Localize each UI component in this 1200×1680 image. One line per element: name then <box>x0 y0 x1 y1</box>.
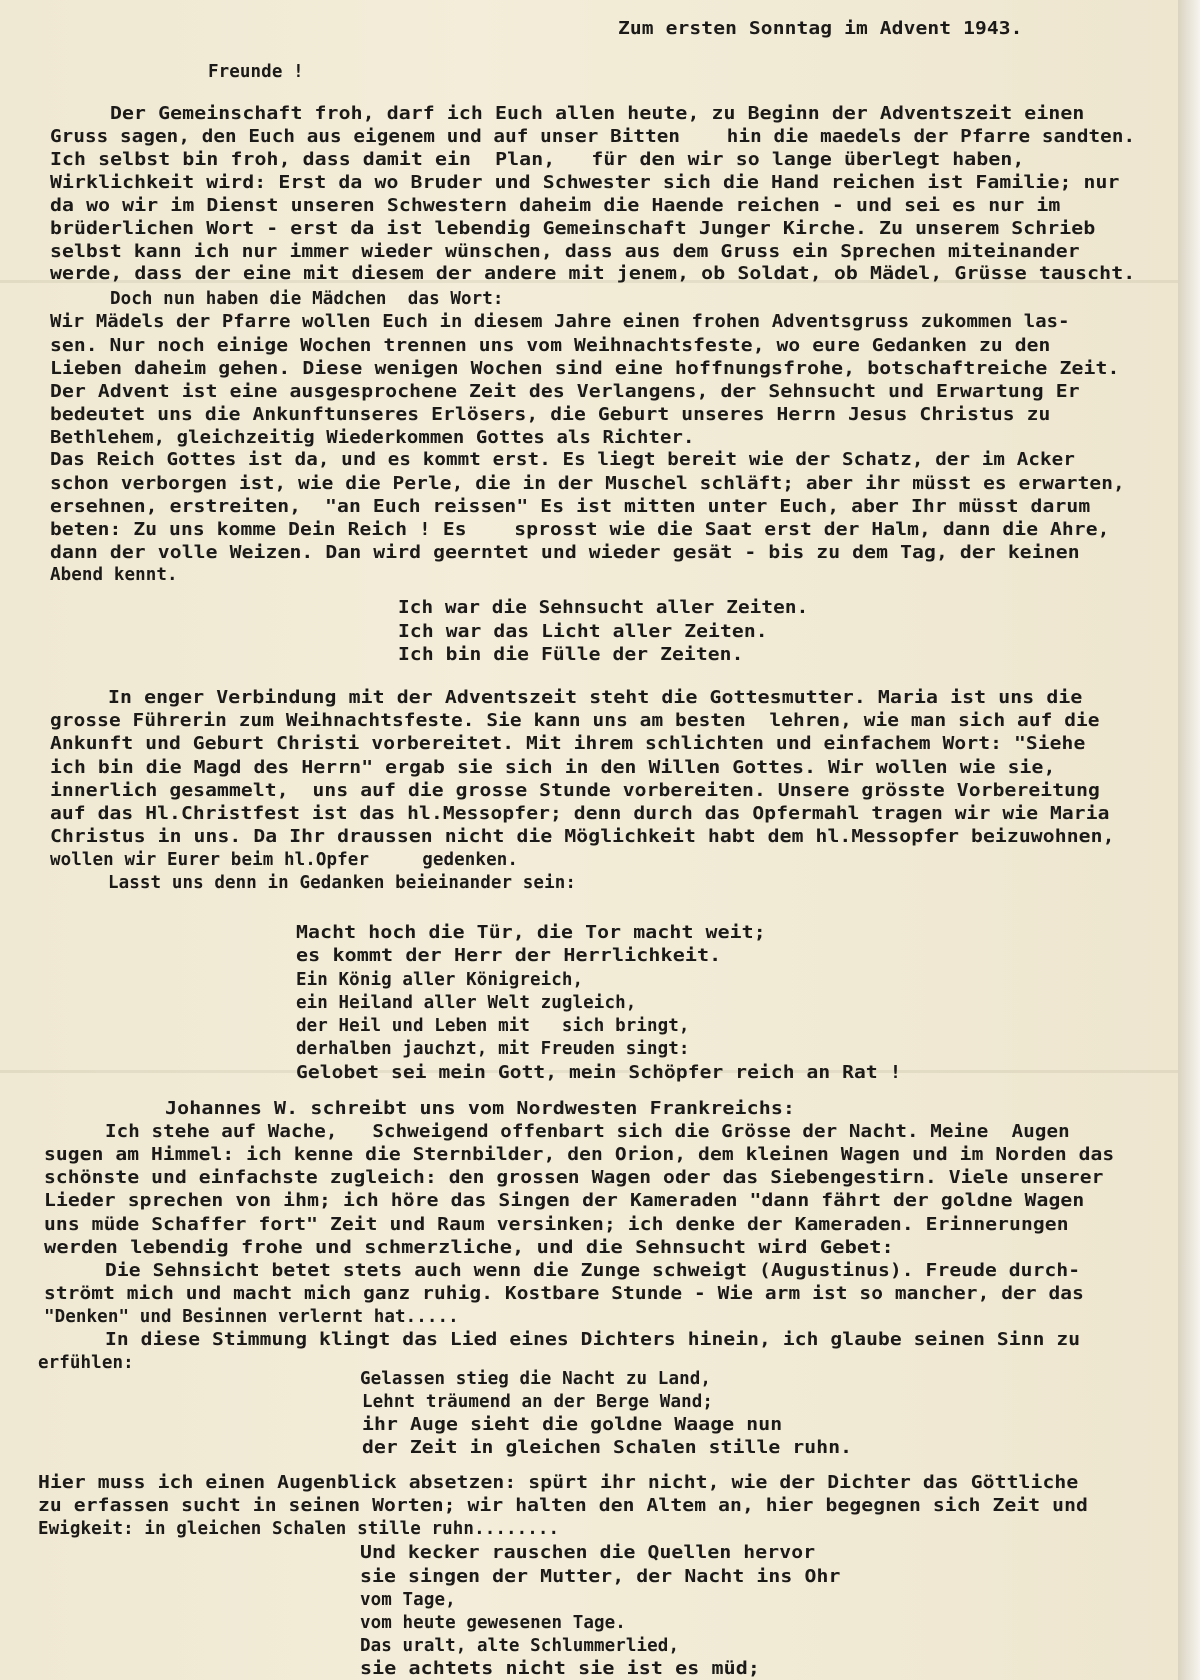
reflection-line: Ewigkeit: in gleichen Schalen stille ruhn........ <box>38 1519 560 1539</box>
paper-edge <box>1178 0 1200 1680</box>
letter-intro: Johannes W. schreibt uns vom Nordwesten Frankreichs: <box>165 1099 796 1119</box>
letter-line: strömt mich und macht mich ganz ruhig. Kostbare Stunde - Wie arm ist so mancher, der das <box>44 1284 1084 1304</box>
letter-line: "Denken" und Besinnen verlernt hat..... <box>44 1307 459 1327</box>
intro-line: brüderlichen Wort - erst da ist lebendig Gemeinschaft Junger Kirche. Zu unserem Schrieb <box>50 219 1096 239</box>
verse-line: Ich war die Sehnsucht aller Zeiten. <box>398 598 809 618</box>
intro-line: Ich selbst bin froh, dass damit ein Plan, für den wir so lange überlegt haben, <box>50 150 1025 170</box>
letter-line: Die Sehnsicht betet stets auch wenn die Zunge schweigt (Augustinus). Freude durch- <box>105 1261 1081 1281</box>
maria-line: Ankunft und Geburt Christi vorbereitet. Mit ihrem schlichten und einfachem Wort: "Siehe <box>50 734 1086 754</box>
poem-line: sie achtets nicht sie ist es müd; <box>360 1659 760 1679</box>
poem-line: der Zeit in gleichen Schalen stille ruhn. <box>362 1438 853 1458</box>
advent-line: bedeutet uns die Ankunftunseres Erlösers, die Geburt unseres Herrn Jesus Christus zu <box>50 405 1051 425</box>
intro-line: Wirklichkeit wird: Erst da wo Bruder und Schwester sich die Hand reichen ist Familie; nur <box>50 173 1120 193</box>
hymn-line: ein Heiland aller Welt zugleich, <box>296 993 637 1013</box>
advent-line: schon verborgen ist, wie die Perle, die in der Muschel schläft; aber ihr müsst es erwarten, <box>50 474 1125 494</box>
advent-line: sen. Nur noch einige Wochen trennen uns vom Weihnachtsfeste, wo eure Gedanken zu den <box>50 336 1051 356</box>
intro-line: Der Gemeinschaft froh, darf ich Euch allen heute, zu Beginn der Adventszeit einen <box>110 104 1085 124</box>
intro-line: da wo wir im Dienst unseren Schwestern daheim die Haende reichen - und sei es nur im <box>50 196 1061 216</box>
poem-line: vom Tage, <box>360 1590 456 1610</box>
intro-line: Doch nun haben die Mädchen das Wort: <box>110 289 504 309</box>
letter-line: schönste und einfachste zugleich: den grossen Wagen oder das Siebengestirn. Viele unserer <box>44 1168 1104 1188</box>
reflection-line: zu erfassen sucht in seinen Worten; wir halten den Altem an, hier begegnen sich Zeit und <box>38 1496 1088 1516</box>
advent-line: Der Advent ist eine ausgesprochene Zeit des Verlangens, der Sehnsucht und Erwartung Er <box>50 382 1080 402</box>
verse-line: Ich war das Licht aller Zeiten. <box>398 622 768 642</box>
advent-line: beten: Zu uns komme Dein Reich ! Es sprosst wie die Saat erst der Halm, dann die Ahre, <box>50 520 1110 540</box>
advent-line: dann der volle Weizen. Dan wird geerntet und wieder gesät - bis zu dem Tag, der keinen <box>50 543 1080 563</box>
intro-line: selbst kann ich nur immer wieder wünschen, dass aus dem Gruss ein Sprechen miteinander <box>50 242 1080 262</box>
letter-line: uns müde Schaffer fort" Zeit und Raum versinken; ich denke der Kameraden. Erinnerungen <box>44 1215 1069 1235</box>
maria-line: In enger Verbindung mit der Adventszeit steht die Gottesmutter. Maria ist uns die <box>108 688 1083 708</box>
hymn-line: der Heil und Leben mit sich bringt, <box>296 1016 690 1036</box>
intro-line: Gruss sagen, den Euch aus eigenem und auf unser Bitten hin die maedels der Pfarre sandten. <box>50 127 1136 147</box>
letter-line: werden lebendig frohe und schmerzliche, und die Sehnsucht wird Gebet: <box>44 1238 894 1258</box>
maria-line: ich bin die Magd des Herrn" ergab sie sich in den Willen Gottes. Wir wollen wie sie, <box>50 758 1056 778</box>
maria-line: grosse Führerin zum Weihnachtsfeste. Sie kann uns am besten lehren, wie man sich auf die <box>50 711 1100 731</box>
hymn-line: derhalben jauchzt, mit Freuden singt: <box>296 1039 690 1059</box>
letter-line: Lieder sprechen von ihm; ich höre das Singen der Kameraden "dann fährt der goldne Wagen <box>44 1191 1085 1211</box>
hymn-line: Ein König aller Königreich, <box>296 970 584 990</box>
poem-line: Gelassen stieg die Nacht zu Land, <box>360 1369 711 1389</box>
advent-line: Wir Mädels der Pfarre wollen Euch in diesem Jahre einen frohen Adventsgruss zukommen las- <box>50 312 1070 332</box>
letter-line: Ich stehe auf Wache, Schweigend offenbart sich die Grösse der Nacht. Meine Augen <box>105 1122 1070 1142</box>
advent-line: Abend kennt. <box>50 565 178 585</box>
maria-line: Lasst uns denn in Gedanken beieinander sein: <box>108 873 576 893</box>
heading: Zum ersten Sonntag im Advent 1943. <box>618 19 1023 39</box>
maria-line: innerlich gesammelt, uns auf die grosse Stunde vorbereiten. Unsere grösste Vorbereitung <box>50 781 1100 801</box>
advent-line: Bethlehem, gleichzeitig Wiederkommen Gottes als Richter. <box>50 428 695 448</box>
poem-line: Lehnt träumend an der Berge Wand; <box>362 1392 713 1412</box>
letter-line: In diese Stimmung klingt das Lied eines Dichters hinein, ich glaube seinen Sinn zu <box>105 1330 1081 1350</box>
reflection-line: Hier muss ich einen Augenblick absetzen: spürt ihr nicht, wie der Dichter das Göttliche <box>38 1473 1079 1493</box>
verse-line: Ich bin die Fülle der Zeiten. <box>398 645 744 665</box>
poem-line: Das uralt, alte Schlummerlied, <box>360 1636 680 1656</box>
hymn-line: Gelobet sei mein Gott, mein Schöpfer reich an Rat ! <box>296 1063 902 1083</box>
maria-line: auf das Hl.Christfest ist das hl.Messopfer; denn durch das Opfermahl tragen wir wie Maria <box>50 804 1110 824</box>
intro-line: werde, dass der eine mit diesem der andere mit jenem, ob Soldat, ob Mädel, Grüsse tauscht. <box>50 264 1136 284</box>
maria-line: Christus in uns. Da Ihr draussen nicht die Möglichkeit habt dem hl.Messopfer beizuwohnen, <box>50 827 1115 847</box>
hymn-line: es kommt der Herr der Herrlichkeit. <box>296 946 722 966</box>
hymn-line: Macht hoch die Tür, die Tor macht weit; <box>296 923 766 943</box>
poem-line: sie singen der Mutter, der Nacht ins Ohr <box>360 1567 841 1587</box>
advent-line: Das Reich Gottes ist da, und es kommt erst. Es liegt bereit wie der Schatz, der im Acker <box>50 450 1075 470</box>
poem-line: vom heute gewesenen Tage. <box>360 1613 626 1633</box>
advent-line: Lieben daheim gehen. Diese wenigen Wochen sind eine hoffnungsfrohe, botschaftreiche Zeit. <box>50 359 1120 379</box>
poem-line: Und kecker rauschen die Quellen hervor <box>360 1543 816 1563</box>
maria-line: wollen wir Eurer beim hl.Opfer gedenken. <box>50 850 518 870</box>
advent-line: ersehnen, erstreiten, "an Euch reissen" Es ist mitten unter Euch, aber Ihr müsst darum <box>50 497 1091 517</box>
poem-line: ihr Auge sieht die goldne Waage nun <box>362 1415 783 1435</box>
letter-line: erfühlen: <box>38 1353 134 1373</box>
salutation: Freunde ! <box>208 62 304 82</box>
letter-line: sugen am Himmel: ich kenne die Sternbilder, den Orion, dem kleinen Wagen und im Norden das <box>44 1145 1115 1165</box>
